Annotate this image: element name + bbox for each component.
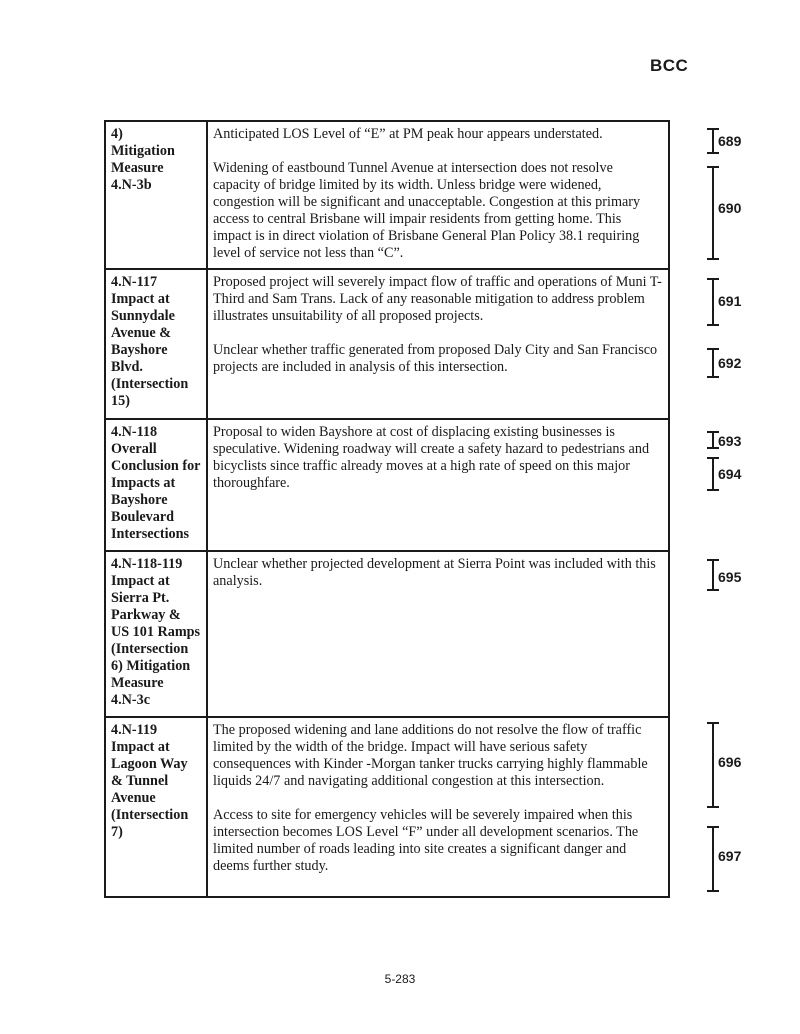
comment-paragraph: Proposed project will severely impact flow of traffic and operations of Muni T-Third and Sam Trans. Lack of any reasonable mitigation to address problem illustrates unsuitability of all proposed projects. [213,274,662,324]
label-line: 6) Mitigation [111,658,191,674]
comment-number: 691 [718,293,742,309]
section-label [106,122,208,268]
comment-paragraph: Unclear whether traffic generated from proposed Daly City and San Francisco projects are included in analysis of this intersection. [213,342,658,375]
label-line: 4.N-117 [111,274,158,290]
label-line: Bayshore [111,342,168,358]
label-line: Mitigation [111,143,175,159]
comment-text [208,552,668,716]
label-line: 4.N-119 [111,722,158,738]
table-row [106,122,668,268]
document-code: BCC [650,56,689,75]
label-line: 15) [111,393,130,409]
comment-paragraph: Unclear whether projected development at Sierra Point was included with this analysis. [213,556,656,589]
label-line: 4.N-118 [111,424,158,440]
comment-bracket [710,278,742,326]
label-line: Lagoon Way [111,756,188,772]
comment-text [208,420,668,550]
comment-number: 696 [718,754,742,770]
label-line: 4.N-118-119 [111,556,183,572]
label-line: Avenue [111,790,156,806]
comment-bracket [710,457,742,491]
label-line: Impact at [111,739,170,755]
label-line: Avenue & [111,325,172,341]
label-line: 4.N-3b [111,177,152,193]
comment-text [208,718,668,896]
page-number: 5-283 [384,972,416,986]
label-line: 4.N-3c [111,692,151,708]
label-line: Measure [111,675,164,691]
comment-bracket [710,348,742,378]
label-line: Impacts at [111,475,176,491]
comment-text [208,270,668,418]
comment-paragraph: Anticipated LOS Level of “E” at PM peak hour appears understated. [213,126,603,142]
label-line: Sunnydale [111,308,175,324]
comment-number: 694 [718,466,742,482]
label-line: (Intersection [111,641,189,657]
comment-bracket [710,166,742,260]
label-line: (Intersection [111,376,189,392]
table-row [106,268,668,418]
label-line: Conclusion for [111,458,201,474]
section-label [106,552,208,716]
label-line: (Intersection [111,807,189,823]
comment-number: 697 [718,848,742,864]
comment-bracket [710,559,742,591]
label-line: Bayshore [111,492,168,508]
comment-number: 692 [718,355,742,371]
comments-table [104,120,670,898]
label-line: 7) [111,824,123,840]
label-line: Blvd. [111,359,143,375]
comment-bracket [710,826,742,892]
comment-number: 695 [718,569,742,585]
label-line: Measure [111,160,164,176]
comment-bracket [710,431,742,449]
comment-text [208,122,668,268]
comment-paragraph: Access to site for emergency vehicles will be severely impaired when this intersection becomes LOS Level “F” under all development scenarios. The limited number of roads leading into site creates a significant danger and deems further study. [213,807,639,874]
section-label [106,718,208,896]
comment-number: 693 [718,433,742,449]
label-line: Intersections [111,526,190,542]
section-label [106,270,208,418]
label-line: Overall [111,441,157,457]
table-row [106,550,668,716]
label-line: US 101 Ramps [111,624,201,640]
label-line: Impact at [111,573,170,589]
comment-number: 689 [718,133,742,149]
comment-bracket [710,128,742,154]
comment-paragraph: Proposal to widen Bayshore at cost of displacing existing businesses is speculative. Widening roadway will create a safety hazard to pedestrians and bicyclists since traffic already moves at a high rate of speed on this major thoroughfare. [213,424,650,491]
comment-paragraph: Widening of eastbound Tunnel Avenue at intersection does not resolve capacity of bridge limited by its width. Unless bridge were widened, congestion will be significant and unacceptable. Congestion at this primary access to central Brisbane will impair residents from getting home. This impact is in direct violation of Brisbane General Plan Policy 38.1 requiring level of service not less than “C”. [213,160,641,261]
comment-paragraph: The proposed widening and lane additions do not resolve the flow of traffic limited by the width of the bridge. Impact will have serious safety consequences with Kinder -Morgan tanker trucks carrying highly flammable liquids 24/7 and navigating additional congestion at this intersection. [213,722,648,789]
label-line: 4) [111,126,123,142]
table-row [106,716,668,896]
table-row [106,418,668,550]
section-label [106,420,208,550]
label-line: Impact at [111,291,170,307]
label-line: & Tunnel [111,773,169,789]
label-line: Boulevard [111,509,175,525]
label-line: Sierra Pt. [111,590,170,606]
label-line: Parkway & [111,607,181,623]
comment-number: 690 [718,200,742,216]
comment-bracket [710,722,742,808]
